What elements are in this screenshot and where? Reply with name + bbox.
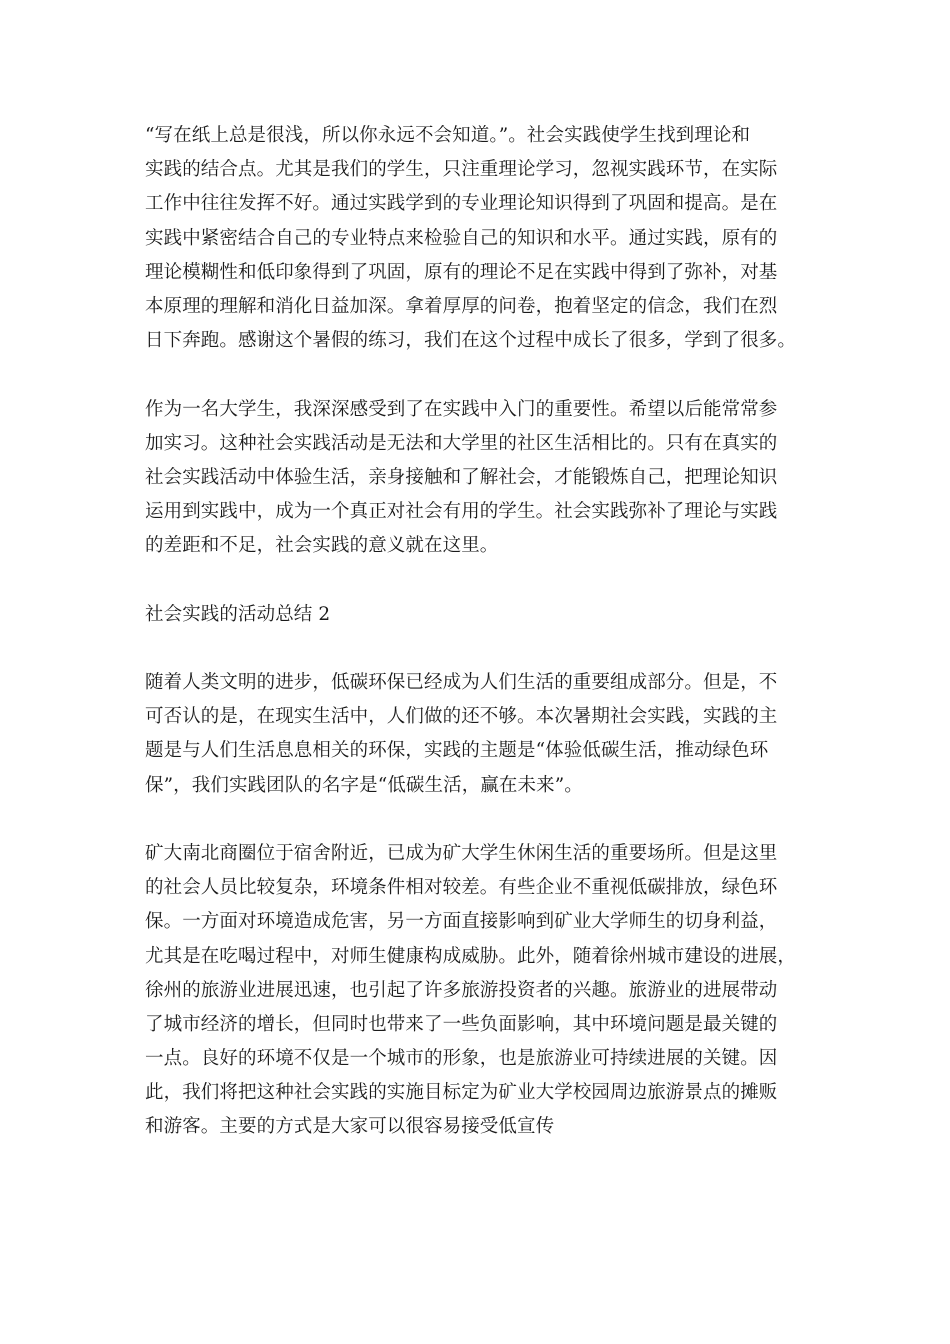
text-line: 此，我们将把这种社会实践的实施目标定为矿业大学校园周边旅游景点的摊贩: [145, 1082, 778, 1104]
text-line: 本原理的理解和消化日益加深。拿着厚厚的问卷，抱着坚定的信念，我们在烈: [145, 295, 778, 317]
paragraph-1: [145, 119, 810, 358]
text-line: 题是与人们生活息息相关的环保，实践的主题是“体验低碳生活，推动绿色环: [145, 740, 769, 762]
paragraph-3: [145, 666, 810, 803]
text-line: 一点。良好的环境不仅是一个城市的形象，也是旅游业可持续进展的关键。因: [145, 1048, 778, 1070]
text-line: 工作中往往发挥不好。通过实践学到的专业理论知识得到了巩固和提高。是在: [145, 193, 778, 215]
text-line: 实践的结合点。尤其是我们的学生，只注重理论学习，忽视实践环节，在实际: [145, 159, 778, 181]
text-line: 实践中紧密结合自己的专业特点来检验自己的知识和水平。通过实践，原有的: [145, 227, 778, 249]
text-line: 加实习。这种社会实践活动是无法和大学里的社区生活相比的。只有在真实的: [145, 432, 778, 454]
text-line: 理论模糊性和低印象得到了巩固，原有的理论不足在实践中得到了弥补，对基: [145, 261, 778, 283]
text-line: 和游客。主要的方式是大家可以很容易接受低宣传: [145, 1116, 555, 1138]
text-line: 徐州的旅游业进展迅速，也引起了许多旅游投资者的兴趣。旅游业的进展带动: [145, 979, 778, 1001]
heading-text: 社会实践的活动总结 2: [145, 603, 331, 625]
text-line: 可否认的是，在现实生活中，人们做的还不够。本次暑期社会实践，实践的主: [145, 706, 778, 728]
text-line: 作为一名大学生，我深深感受到了在实践中入门的重要性。希望以后能常常参: [145, 398, 778, 420]
text-line: 保”，我们实践团队的名字是“低碳生活，赢在未来”。: [145, 774, 583, 796]
text-line: 运用到实践中，成为一个真正对社会有用的学生。社会实践弥补了理论与实践: [145, 501, 778, 523]
text-line: 的社会人员比较复杂，环境条件相对较差。有些企业不重视低碳排放，绿色环: [145, 877, 778, 899]
section-heading: [145, 598, 810, 632]
paragraph-2: [145, 393, 810, 564]
text-line: 日下奔跑。感谢这个暑假的练习，我们在这个过程中成长了很多，学到了很多。: [145, 330, 797, 352]
text-line: 随着人类文明的进步，低碳环保已经成为人们生活的重要组成部分。但是，不: [145, 672, 778, 693]
text-line: 的差距和不足，社会实践的意义就在这里。: [145, 535, 499, 557]
text-line: “写在纸上总是很浅，所以你永远不会知道。”。社会实践使学生找到理论和: [145, 125, 751, 146]
paragraph-4: [145, 837, 810, 1145]
text-line: 社会实践活动中体验生活，亲身接触和了解社会，才能锻炼自己，把理论知识: [145, 466, 778, 488]
text-line: 保。一方面对环境造成危害，另一方面直接影响到矿业大学师生的切身利益，: [145, 911, 778, 933]
text-line: 尤其是在吃喝过程中，对师生健康构成威胁。此外，随着徐州城市建设的进展，: [145, 945, 797, 967]
text-line: 矿大南北商圈位于宿舍附近，已成为矿大学生休闲生活的重要场所。但是这里: [145, 842, 778, 864]
document-body: [145, 119, 810, 1179]
text-line: 了城市经济的增长，但同时也带来了一些负面影响，其中环境问题是最关键的: [145, 1013, 778, 1035]
